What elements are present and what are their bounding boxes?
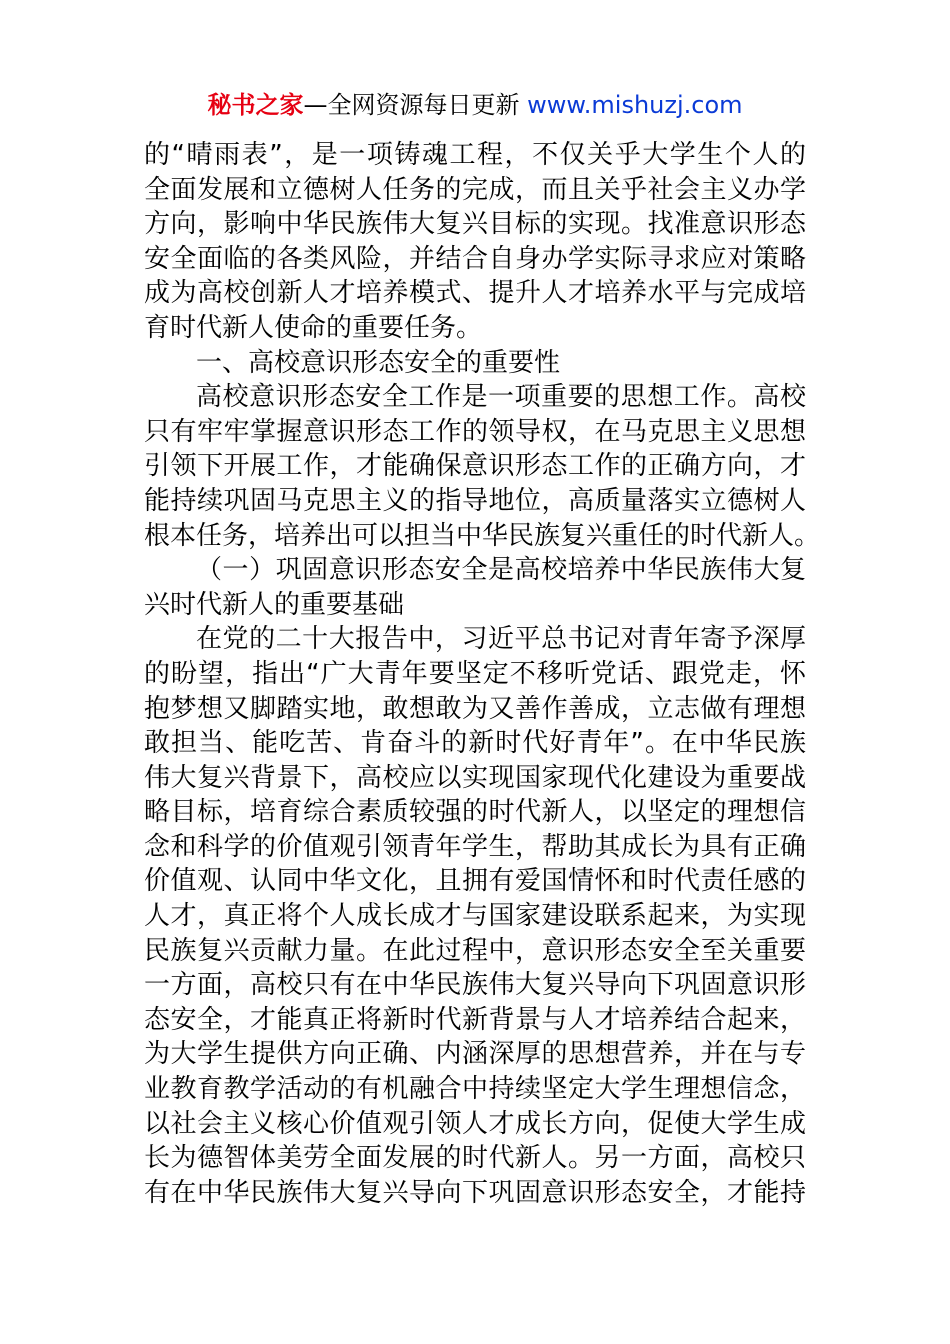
page-header — [0, 88, 950, 122]
text-line: 的“晴雨表”，是一项铸魂工程，不仅关乎大学生个人的 — [144, 140, 806, 170]
header-tagline: —全网资源每日更新 — [303, 91, 528, 119]
text-line: 念和科学的价值观引领青年学生，帮助其成长为具有正确 — [144, 831, 806, 862]
text-line: 高校意识形态安全工作是一项重要的思想工作。高校 — [196, 382, 806, 413]
text-line: 兴时代新人的重要基础 — [144, 589, 405, 620]
text-line: 敢担当、能吃苦、肯奋斗的新时代好青年”。在中华民族 — [144, 728, 806, 759]
text-line: 成为高校创新人才培养模式、提升人才培养水平与完成培 — [144, 278, 806, 309]
text-line: 的盼望，指出“广大青年要坚定不移听党话、跟党走，怀 — [144, 658, 806, 689]
text-line: 安全面临的各类风险，并结合自身办学实际寻求应对策略 — [144, 243, 806, 274]
brand-name: 秘书之家 — [207, 91, 304, 119]
text-line: 以社会主义核心价值观引领人才成长方向，促使大学生成 — [144, 1108, 806, 1139]
text-line: 价值观、认同中华文化，且拥有爱国情怀和时代责任感的 — [144, 866, 806, 897]
text-line: 方向，影响中华民族伟大复兴目标的实现。找准意识形态 — [144, 209, 806, 240]
text-line: 态安全，才能真正将新时代新背景与人才培养结合起来， — [144, 1004, 806, 1035]
text-line: 能持续巩固马克思主义的指导地位，高质量落实立德树人 — [144, 485, 806, 516]
text-line: 抱梦想又脚踏实地，敢想敢为又善作善成，立志做有理想 — [144, 693, 806, 724]
text-line: 引领下开展工作，才能确保意识形态工作的正确方向，才 — [144, 451, 806, 482]
text-line: 人才，真正将个人成长成才与国家建设联系起来，为实现 — [144, 901, 806, 932]
text-line: 伟大复兴背景下，高校应以实现国家现代化建设为重要战 — [144, 762, 806, 793]
text-line: 业教育教学活动的有机融合中持续坚定大学生理想信念， — [144, 1074, 806, 1105]
text-line: 根本任务，培养出可以担当中华民族复兴重任的时代新人。 — [144, 520, 821, 551]
document-body — [144, 138, 821, 1210]
text-line: 民族复兴贡献力量。在此过程中，意识形态安全至关重要 — [144, 935, 806, 966]
text-line: 长为德智体美劳全面发展的时代新人。另一方面，高校只 — [144, 1143, 806, 1174]
text-line: （一）巩固意识形态安全是高校培养中华民族伟大复 — [196, 555, 806, 586]
text-line: 在党的二十大报告中，习近平总书记对青年寄予深厚 — [196, 624, 806, 655]
text-line: 一、高校意识形态安全的重要性 — [196, 347, 561, 378]
text-line: 只有牢牢掌握意识形态工作的领导权，在马克思主义思想 — [144, 416, 806, 447]
text-line: 有在中华民族伟大复兴导向下巩固意识形态安全，才能持 — [144, 1177, 806, 1208]
site-url-link[interactable]: www.mishuzj.com — [527, 91, 743, 119]
text-line: 略目标，培育综合素质较强的时代新人，以坚定的理想信 — [144, 797, 806, 828]
text-line: 育时代新人使命的重要任务。 — [144, 312, 483, 343]
text-line: 一方面，高校只有在中华民族伟大复兴导向下巩固意识形 — [144, 970, 806, 1001]
text-line: 全面发展和立德树人任务的完成，而且关乎社会主义办学 — [144, 174, 806, 205]
text-line: 为大学生提供方向正确、内涵深厚的思想营养，并在与专 — [144, 1039, 806, 1070]
